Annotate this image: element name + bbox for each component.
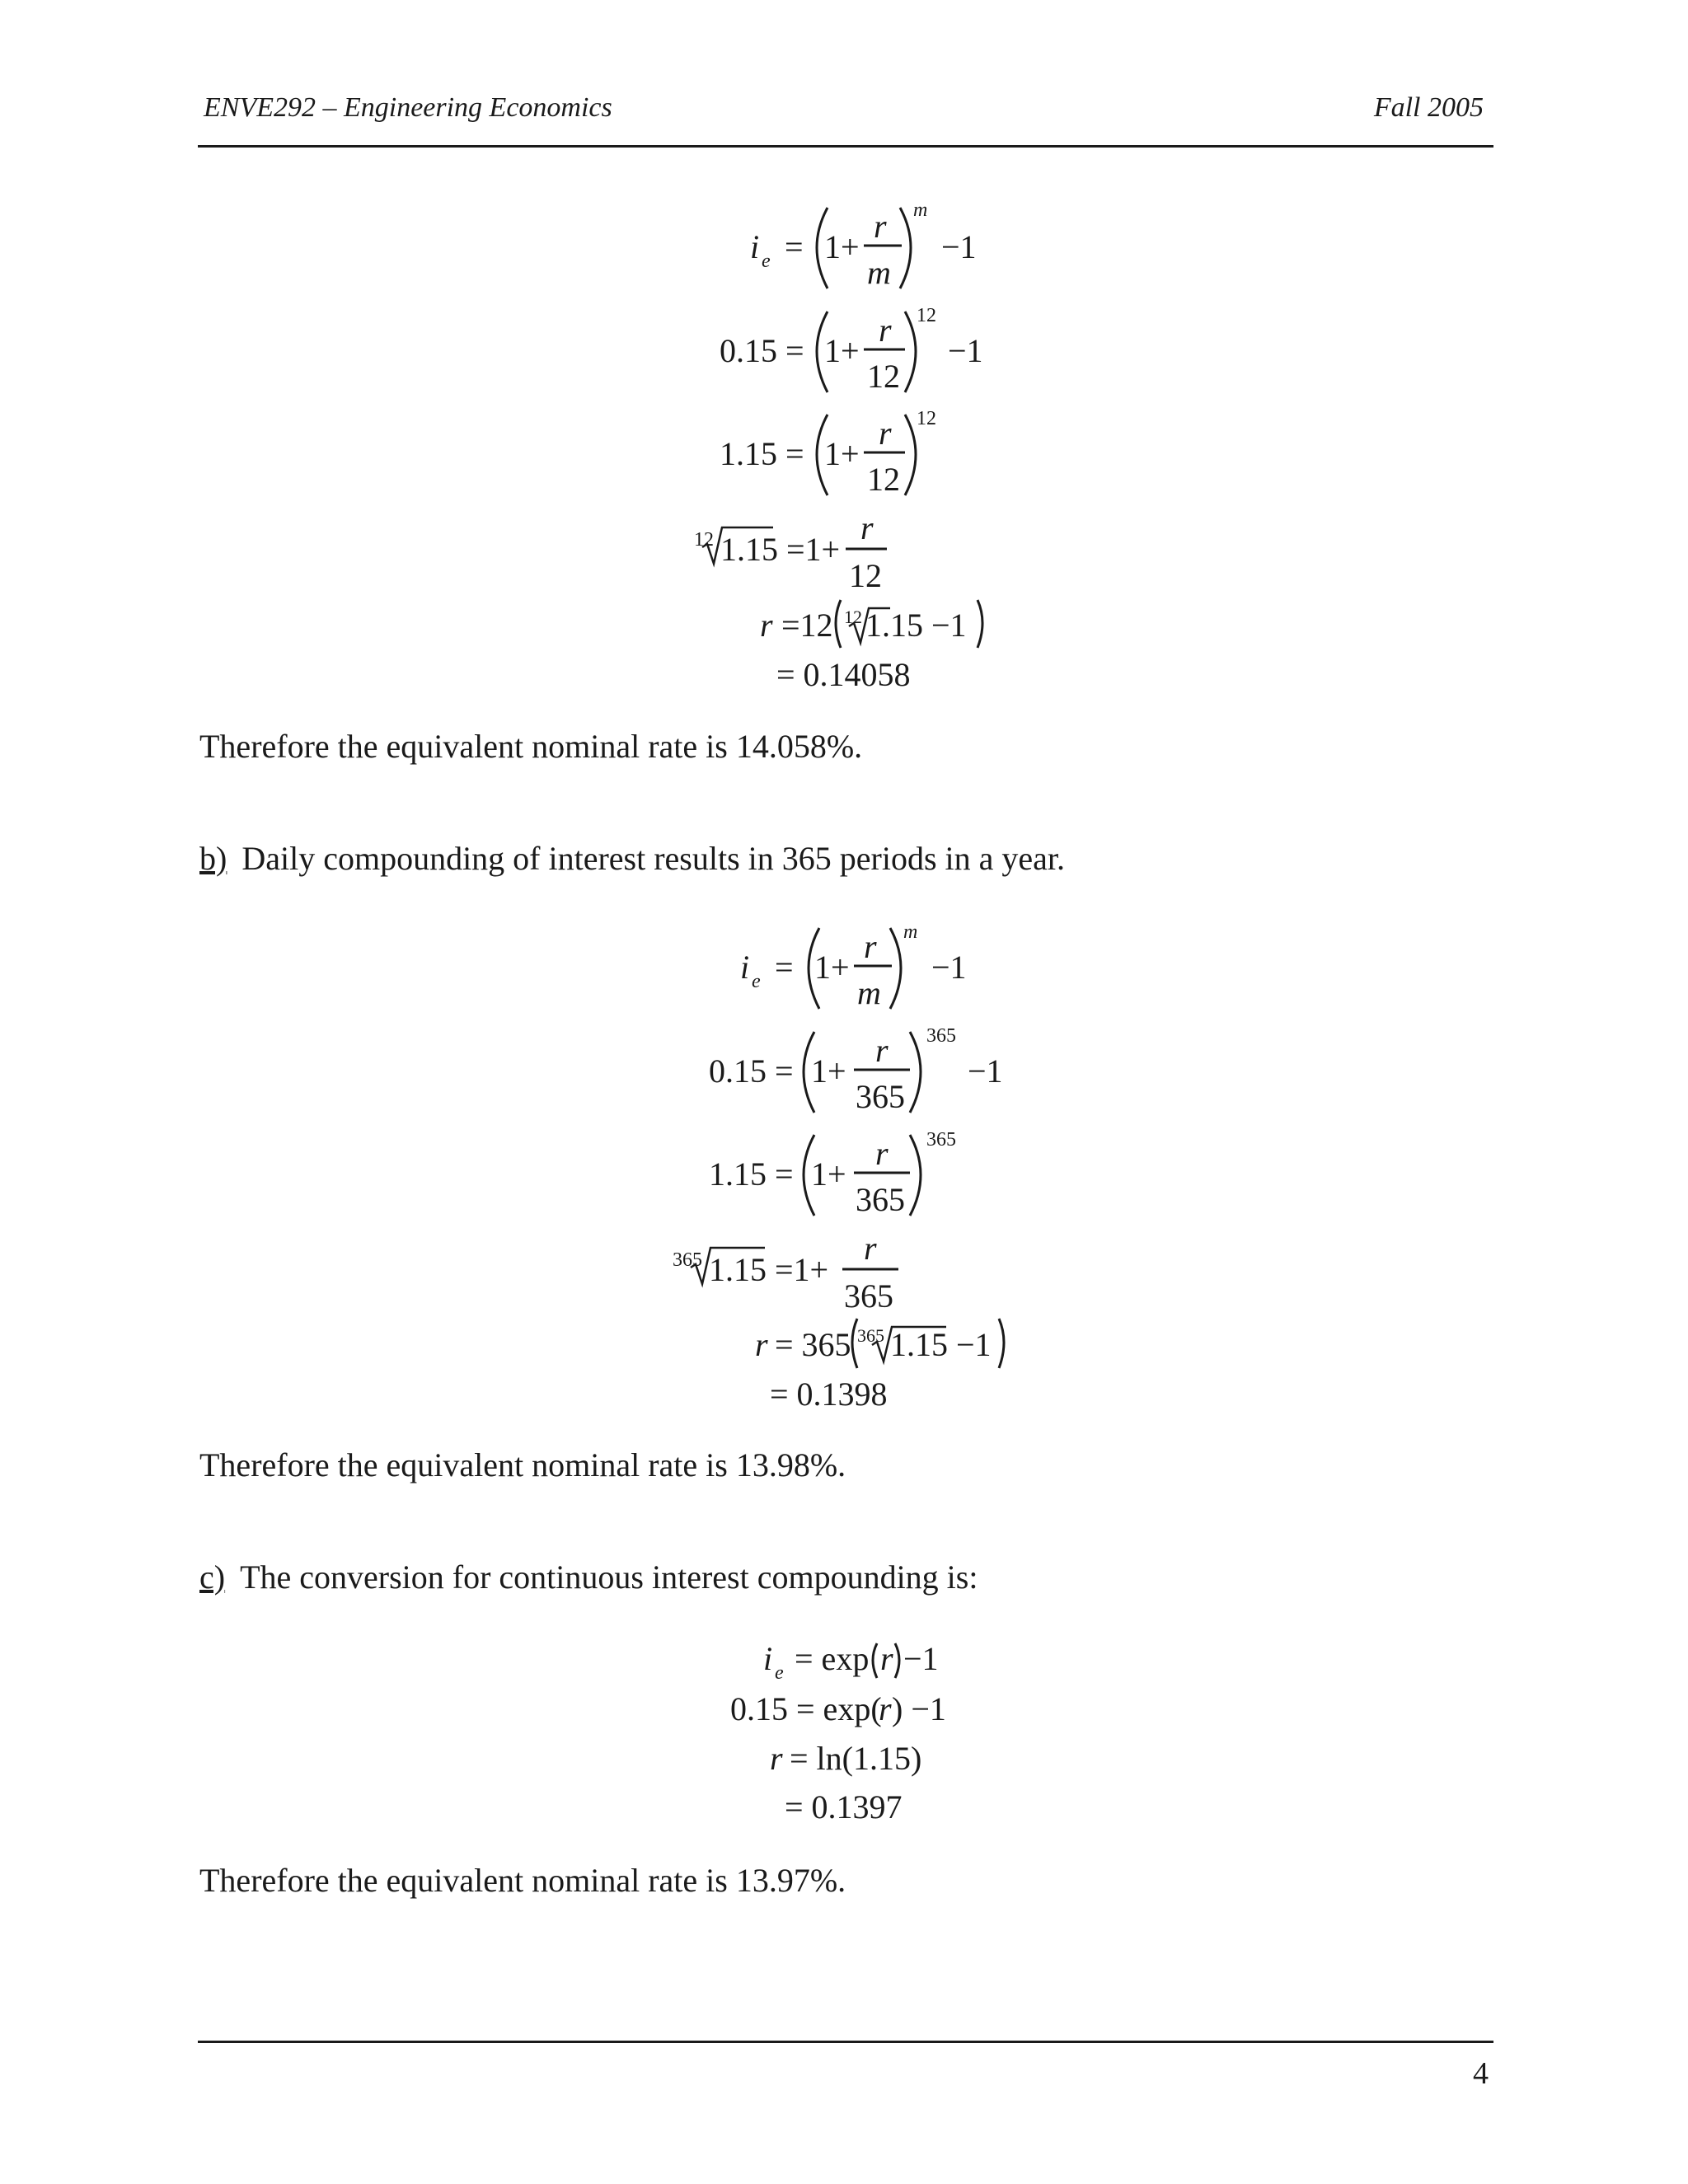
svg-text:=12: =12 bbox=[781, 607, 833, 644]
page-number: 4 bbox=[1473, 2056, 1489, 2091]
conclusion-a: Therefore the equivalent nominal rate is 14.058%. bbox=[199, 728, 863, 765]
svg-text:r: r bbox=[864, 928, 877, 965]
svg-text:−1: −1 bbox=[968, 1052, 1003, 1090]
svg-text:0.15 = exp(: 0.15 = exp( bbox=[730, 1690, 882, 1727]
svg-text:r: r bbox=[879, 312, 892, 349]
svg-text:1.15 =: 1.15 = bbox=[709, 1155, 794, 1193]
svg-text:r: r bbox=[874, 208, 887, 245]
svg-text:r: r bbox=[864, 1230, 877, 1267]
equation-a-3 bbox=[720, 408, 936, 498]
svg-text:= 0.14058: = 0.14058 bbox=[776, 656, 911, 693]
equation-b-4 bbox=[673, 1230, 898, 1315]
svg-text:12: 12 bbox=[867, 358, 900, 395]
equation-b-1 bbox=[740, 921, 967, 1011]
svg-text:) −1: ) −1 bbox=[892, 1690, 946, 1727]
svg-text:12: 12 bbox=[917, 305, 936, 326]
section-c-text: The conversion for continuous interest compounding is: bbox=[240, 1558, 978, 1596]
equation-b-3 bbox=[709, 1129, 956, 1218]
svg-text:1+: 1+ bbox=[824, 228, 860, 265]
svg-text:r: r bbox=[770, 1740, 783, 1777]
svg-text:365: 365 bbox=[856, 1181, 905, 1218]
svg-text:1.15 =1+: 1.15 =1+ bbox=[709, 1251, 829, 1288]
svg-text:r: r bbox=[879, 1690, 892, 1727]
section-c-intro bbox=[199, 1558, 978, 1596]
svg-text:r: r bbox=[875, 1135, 889, 1172]
svg-text:= 365: = 365 bbox=[775, 1326, 851, 1363]
section-b-label: b) bbox=[199, 840, 227, 877]
svg-text:1.15 =1+: 1.15 =1+ bbox=[720, 531, 841, 568]
svg-text:e: e bbox=[752, 971, 761, 992]
section-b-intro bbox=[199, 839, 1065, 878]
svg-text:−1: −1 bbox=[903, 1640, 939, 1677]
svg-text:r: r bbox=[875, 1032, 889, 1069]
course-title: ENVE292 – Engineering Economics bbox=[204, 92, 612, 123]
svg-text:365: 365 bbox=[673, 1249, 702, 1271]
equation-b-6 bbox=[770, 1376, 888, 1413]
svg-text:e: e bbox=[762, 251, 771, 272]
svg-text:−1: −1 bbox=[931, 949, 967, 986]
conclusion-c: Therefore the equivalent nominal rate is 13.97%. bbox=[199, 1862, 846, 1899]
svg-text:= ln(1.15): = ln(1.15) bbox=[790, 1740, 922, 1777]
section-b-text: Daily compounding of interest results in 365 periods in a year. bbox=[241, 840, 1066, 877]
svg-text:0.15 =: 0.15 = bbox=[709, 1052, 794, 1090]
svg-text:i: i bbox=[740, 949, 750, 986]
svg-text:r: r bbox=[755, 1326, 768, 1363]
svg-text:0.15 =: 0.15 = bbox=[720, 332, 804, 369]
equation-b-5 bbox=[755, 1319, 1004, 1368]
svg-text:365: 365 bbox=[844, 1277, 893, 1315]
svg-text:m: m bbox=[857, 974, 881, 1011]
equation-a-2 bbox=[720, 305, 983, 395]
svg-text:r: r bbox=[880, 1640, 893, 1677]
conclusion-b: Therefore the equivalent nominal rate is 13.98%. bbox=[199, 1446, 846, 1483]
svg-text:−1: −1 bbox=[948, 332, 983, 369]
svg-text:12: 12 bbox=[867, 461, 900, 498]
equation-a-6 bbox=[776, 656, 911, 693]
equation-c-1 bbox=[763, 1640, 939, 1684]
equation-c-3 bbox=[770, 1740, 921, 1777]
svg-text:i: i bbox=[750, 228, 760, 265]
svg-text:1+: 1+ bbox=[824, 332, 860, 369]
svg-text:365: 365 bbox=[857, 1325, 884, 1346]
svg-text:365: 365 bbox=[926, 1025, 956, 1047]
svg-text:1.15 −1: 1.15 −1 bbox=[890, 1326, 992, 1363]
svg-text:1.15 =: 1.15 = bbox=[720, 435, 804, 472]
svg-text:365: 365 bbox=[926, 1129, 956, 1151]
svg-text:1.15 −1: 1.15 −1 bbox=[865, 607, 967, 644]
svg-text:365: 365 bbox=[856, 1078, 905, 1115]
svg-text:12: 12 bbox=[694, 529, 714, 551]
section-c-label: c) bbox=[199, 1558, 226, 1596]
equation-b-2 bbox=[709, 1025, 1003, 1115]
svg-text:m: m bbox=[913, 199, 928, 221]
svg-text:r: r bbox=[879, 415, 892, 452]
svg-text:1+: 1+ bbox=[811, 1155, 846, 1193]
svg-text:= 0.1398: = 0.1398 bbox=[770, 1376, 888, 1413]
equation-a-4 bbox=[694, 509, 887, 594]
svg-text:= exp: = exp bbox=[795, 1640, 870, 1677]
svg-text:m: m bbox=[903, 921, 918, 943]
svg-text:−1: −1 bbox=[941, 228, 977, 265]
svg-text:1+: 1+ bbox=[814, 949, 850, 986]
svg-text:=: = bbox=[775, 949, 794, 986]
svg-text:r: r bbox=[860, 509, 874, 546]
svg-text:12: 12 bbox=[844, 607, 862, 627]
svg-text:1+: 1+ bbox=[824, 435, 860, 472]
svg-text:e: e bbox=[775, 1662, 784, 1684]
footer-rule bbox=[198, 2041, 1493, 2043]
svg-text:12: 12 bbox=[917, 408, 936, 429]
svg-text:m: m bbox=[867, 254, 891, 291]
svg-text:12: 12 bbox=[849, 557, 882, 594]
term-label: Fall 2005 bbox=[1373, 92, 1484, 123]
equation-a-1 bbox=[750, 199, 977, 291]
svg-text:i: i bbox=[763, 1640, 773, 1677]
svg-text:r: r bbox=[760, 607, 773, 644]
svg-text:=: = bbox=[785, 228, 804, 265]
equation-a-5 bbox=[760, 600, 982, 648]
svg-text:1+: 1+ bbox=[811, 1052, 846, 1090]
equation-c-4 bbox=[785, 1788, 903, 1825]
equation-c-2 bbox=[730, 1690, 946, 1727]
svg-text:= 0.1397: = 0.1397 bbox=[785, 1788, 903, 1825]
